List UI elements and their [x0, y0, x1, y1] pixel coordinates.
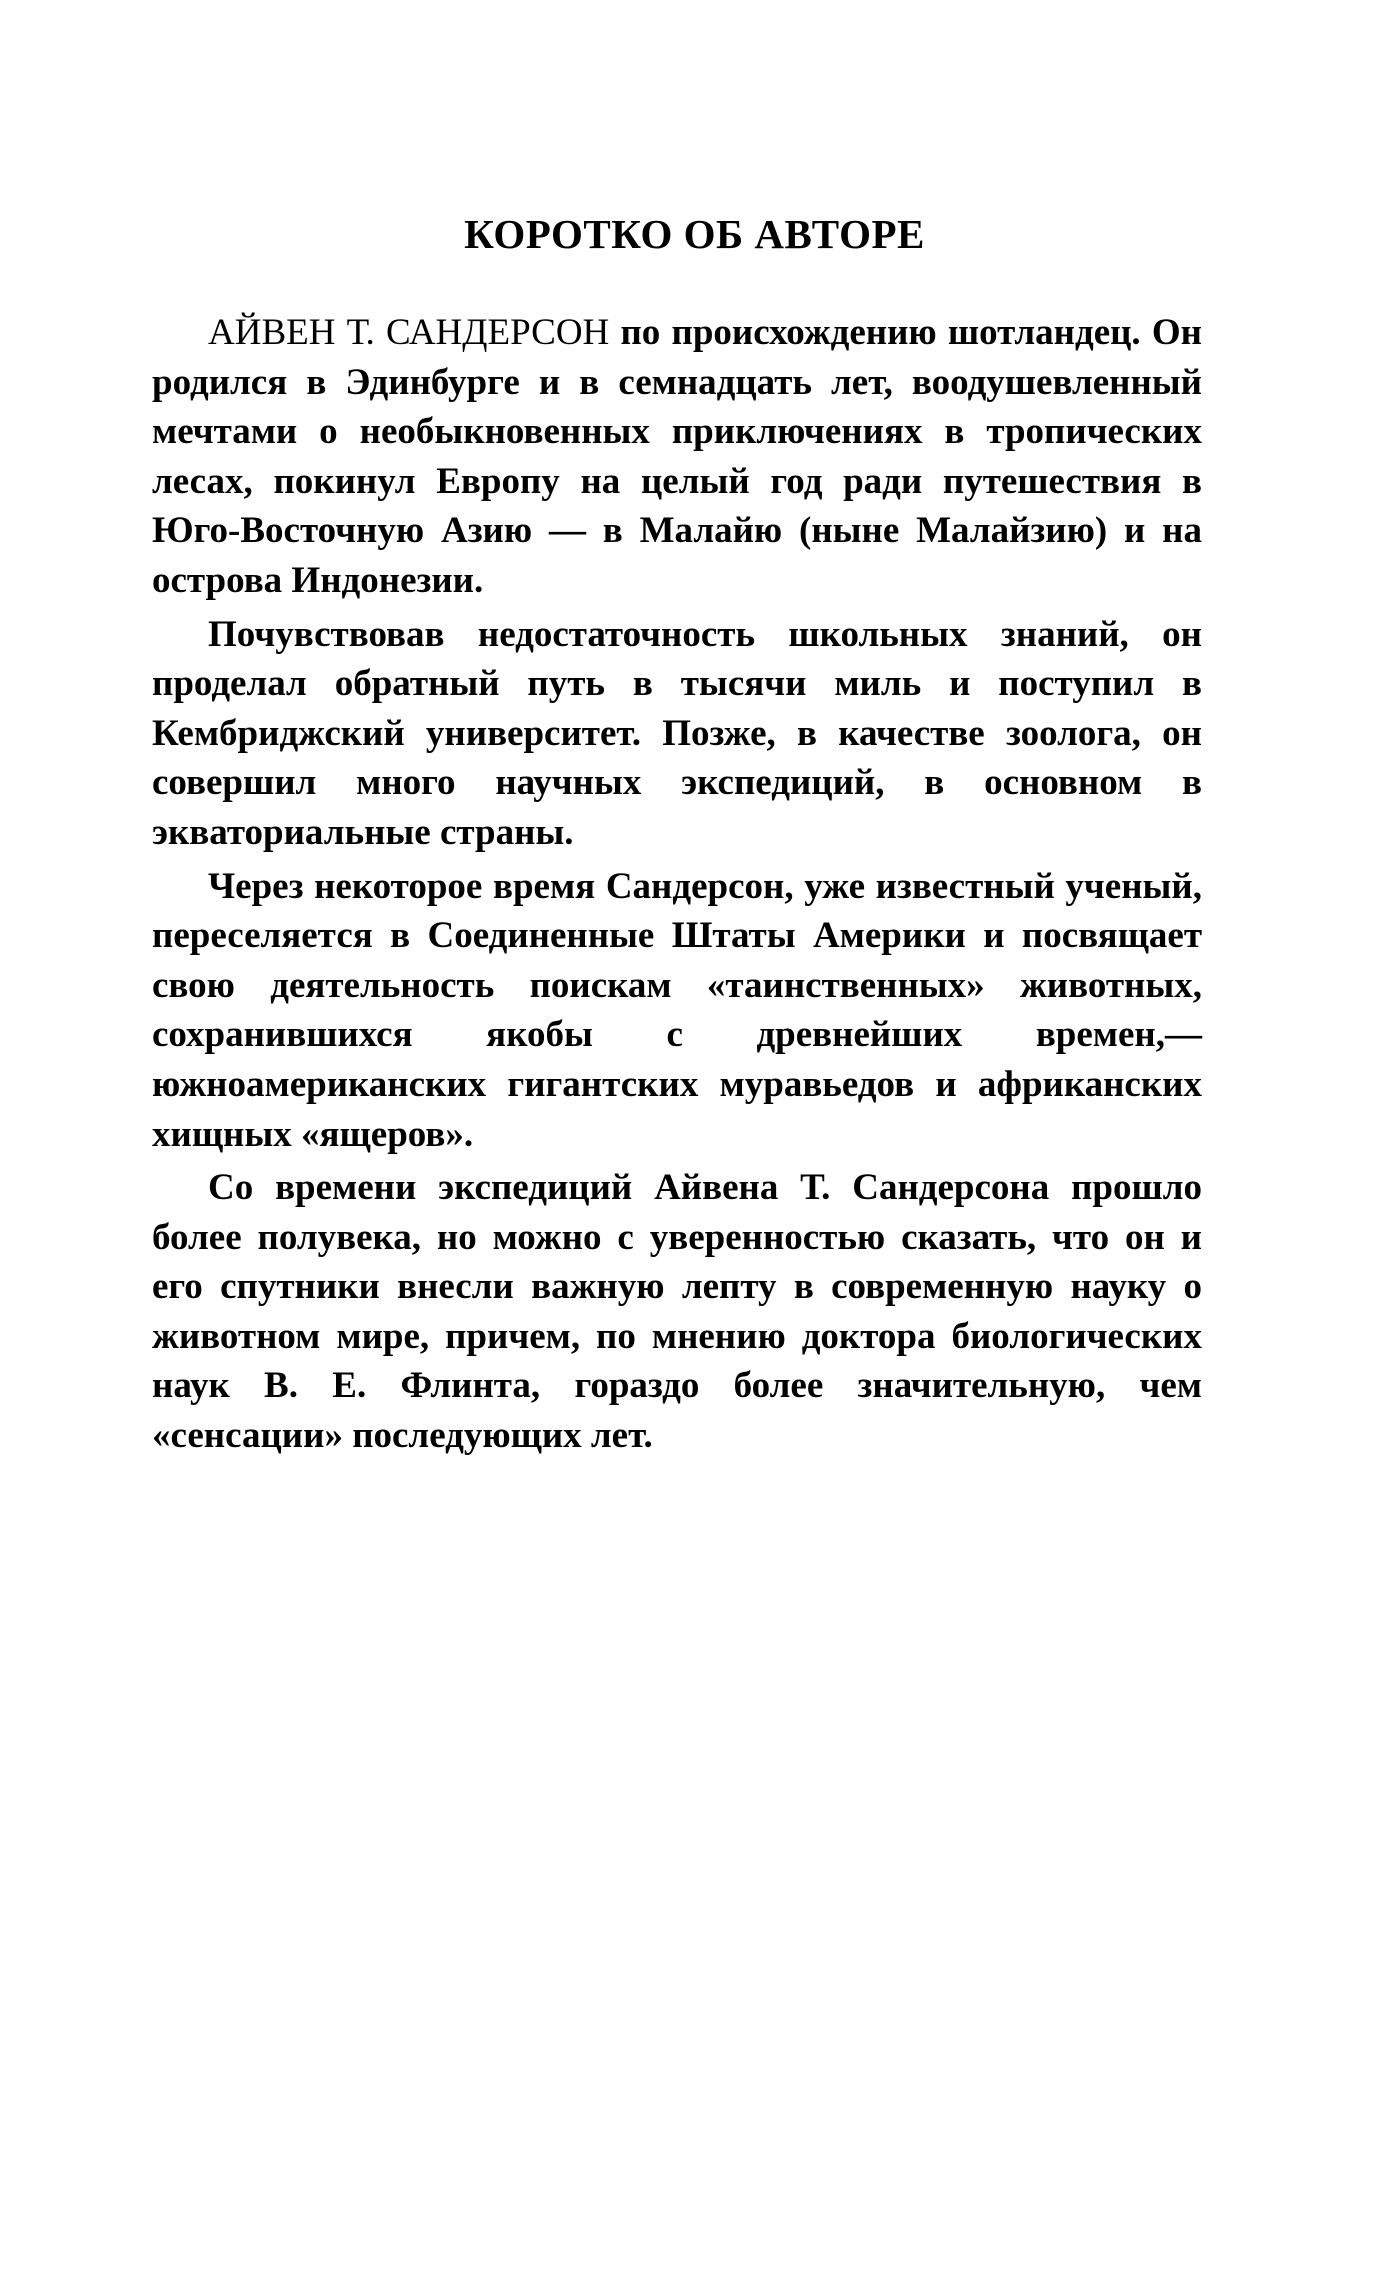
paragraph-3: Через некоторое время Сандерсон, уже известный ученый, переселяется в Соединенные Штаты Америки и посвящает свою деятельность поискам «таинственных» животных, сохранившихся якобы с древнейших времен,— южноамериканских гигантских муравьедов и африканских хищных «ящеров». — [152, 865, 1202, 1155]
paragraph-1-text: по происхождению шотландец. Он родился в Эдинбурге и в семнадцать лет, воодушевленный мечтами о необыкновенных приключениях в тропических лесах, покинул Европу на целый год ради путешествия в Юго-Восточную Азию — в Малайю (ныне Малайзию) и на острова Индонезии. — [152, 312, 1202, 601]
paragraph-4: Со времени экспедиций Айвена Т. Сандерсона прошло более полувека, но можно с уверенностью сказать, что он и его спутники внесли важную лепту в современную науку о животном мире, причем, по мнению доктора биологических наук В. Е. Флинта, гораздо более значительную, чем «сенсации» последующих лет. — [152, 1167, 1202, 1457]
author-name: АЙВЕН Т. САНДЕРСОН — [208, 312, 610, 353]
paragraph-1 — [152, 308, 1202, 606]
page-title: КОРОТКО ОБ АВТОРЕ — [464, 211, 925, 257]
body-text — [152, 308, 1202, 1465]
paragraph-2: Почувствовав недостаточность школьных знаний, он проделал обратный путь в тысячи миль и поступил в Кембриджский университет. Позже, в качестве зоолога, он совершил много научных экспедиций, в основном в экваториальные страны. — [152, 613, 1202, 853]
